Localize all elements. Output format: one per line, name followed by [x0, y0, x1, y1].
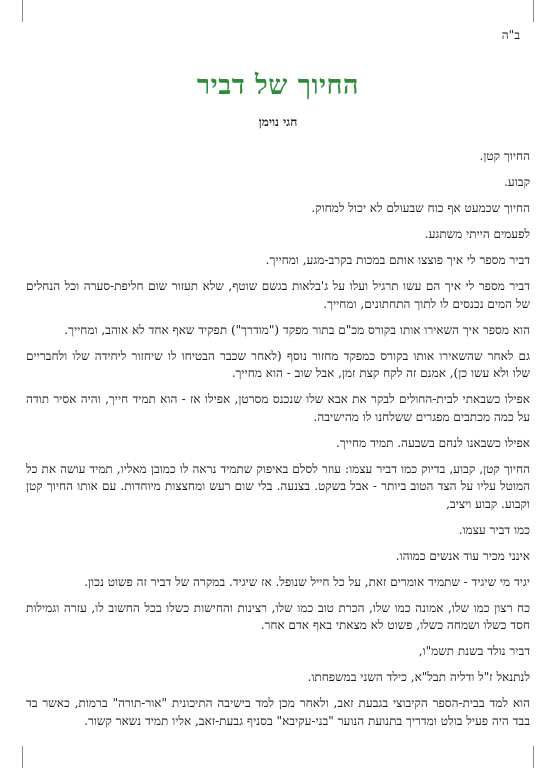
paragraph: דביר מספר לי איך הם עשו תרגיל ועלו על ג'בלאות בגשם שוטף, שלא תעזור שום חליפת-סערה וכל הנחלים של המים נכנסים לו לתוך התחתונים, ומחייך.: [26, 279, 530, 311]
paragraph: החיוך קטן, קבוע, בדיוק כמו דביר עצמו: עוזר לסלם באיפוק שתמיד נראה לו כמובן מאליו, תמיד עושה את כל המוטל עליו על הצד הטוב ביותר - אבל בשקט. בצנעה. בלי שום רעש ומחצצות מיוחדות. עם אותו החיוך קטן וקבוע. קבוע ויציב,: [26, 461, 530, 511]
paragraph: דביר מספר לי איך פוצצו אותם במכות בקרב-מגע, ומחייך.: [265, 253, 530, 267]
crop-mark-bottom-left: [22, 746, 23, 768]
paragraph: החיוך שכמעט אף כוח שבעולם לא יכול למחוק.: [311, 201, 530, 215]
paragraph: כח רצון כמו שלו, אמונה כמו שלו, הכרת טוב כמו שלו, רצינות והחישות כשלו בכל החשוב לו, עזרה וגמילות חסד כשלו ושמחה כשלו, פשוט לא מצאתי באף אדם אחר.: [26, 600, 530, 632]
paragraph: אינני מכיר עוד אנשים כמוהו.: [395, 548, 530, 563]
paragraph: קבוע.: [504, 175, 530, 189]
crop-mark-top-right: [533, 0, 534, 22]
paragraph: יגיד מי שיגיד - שתמיד אומרים זאת, על כל חייל שנופל. אז שיגיד. במקרה של דביר זה פשוט נכון.: [84, 574, 530, 589]
paragraph: הוא למד בבית-הספר הקיבוצי בגבעת זאב, ולאחר מכן למד בישיבה התיכונית "אור-תורה" ברמות, כאשר בד בבד היה פעיל בולט ומדריך בתנועת הנוער "בני-עקיבא" בסניף גבעת-זאב, אליו תמיד נשאר קשור.: [26, 696, 530, 728]
paragraph: אפילו כשבאתי לבית-החולים לבקר את אבא שלו שנכנס מסרטן, אפילו אז - הוא תמיד חייך, והיה אסיר תודה על כמה מכתבים מפגרים ששלחנו לו מהישיבה.: [26, 392, 530, 424]
article-body: [26, 148, 530, 739]
paragraph: אפילו כשבאנו לנחם בשבעה. תמיד מחייך.: [336, 435, 530, 450]
crop-mark-top-left: [22, 0, 23, 22]
paragraph: לפעמים הייתי משתגע.: [424, 227, 530, 241]
paragraph: לנתנאל ז"ל ודליה תבל"א, כילד השני במשפחתו.: [307, 670, 530, 684]
paragraph: הוא מספר איך השאירו אותו בקורס מכ"ם בתור מפקד ("מודרך") תפקיד שאף אחד לא אוהב, ומחייך.: [64, 322, 530, 337]
paragraph: החיוך קטן.: [479, 149, 530, 163]
paragraph: כמו דביר עצמו.: [458, 522, 530, 537]
paragraph: גם לאחר שהשאירו אותו בקורס כמפקד מחזור נוסף (לאחר שכבר הבטיחו לו שיחזור ליחידה שלו ולחבריים שלו ולא עשו כן), אמנם זה לקח קצת זמן, אבל שוב - הוא מחייך.: [26, 348, 530, 380]
page-marker: ב"ה: [501, 28, 520, 42]
crop-mark-bottom-right: [533, 746, 534, 768]
paragraph: דביר נולד בשנת תשמ"ו,: [418, 644, 530, 658]
article-title: החיוך של דביר: [196, 70, 360, 101]
article-author: חגי נוימן: [258, 115, 298, 129]
